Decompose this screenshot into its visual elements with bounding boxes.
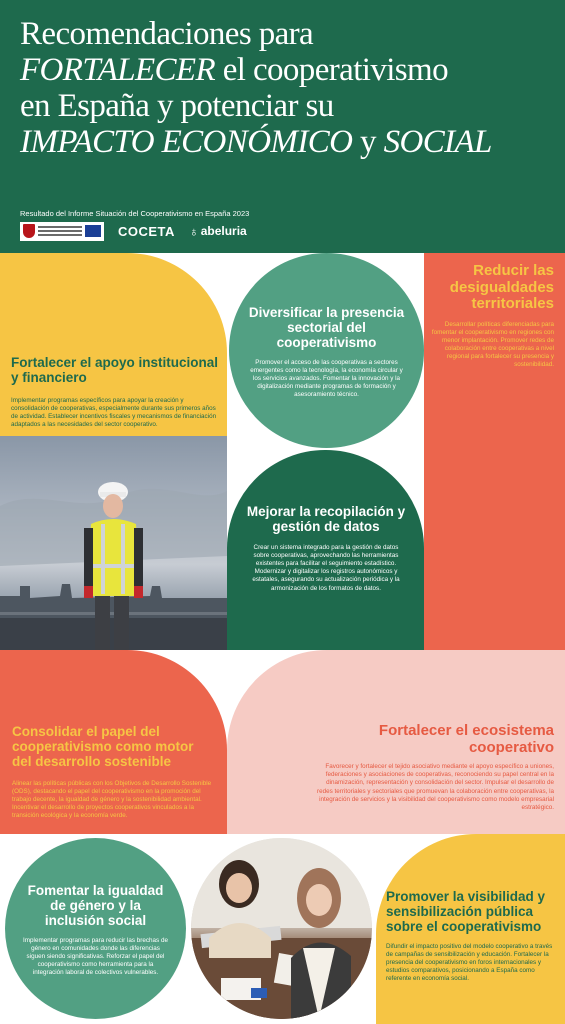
card-igualdad [22, 884, 169, 977]
card-visibilidad [386, 890, 554, 983]
card-apoyo-title: Fortalecer el apoyo institucional y financiero [11, 355, 219, 385]
card-sostenible [12, 725, 212, 820]
title-line-4 [20, 124, 550, 160]
women-illustration [191, 838, 372, 1019]
bee-icon: ♁ [188, 223, 199, 239]
card-diversificar-title: Diversificar la presencia sectorial del cooperativismo [248, 305, 405, 350]
card-desigualdades [430, 263, 554, 370]
card-visibilidad-title: Promover la visibilidad y sensibilización pública sobre el cooperativismo [386, 889, 546, 934]
card-ecosistema [310, 723, 554, 812]
card-ecosistema-body: Favorecer y fortalecer el tejido asociativo mediante el apoyo específico a uniones, federaciones y asociaciones de cooperativas, reconociendo su papel central en la dinamización, representación y consolidación del sector. Impulsar el desarrollo de redes territoriales y sectoriales que promuevan la colaboración entre cooperativas, la integración de servicios y la visibilidad del cooperativismo como modelo empresarial estratégico. [317, 763, 554, 811]
title-line-2 [20, 52, 550, 88]
subtitle: Resultado del Informe Situación del Cooperativismo en España 2023 [20, 209, 250, 218]
title-line-1: Recomendaciones para [20, 16, 314, 52]
card-datos [245, 505, 407, 593]
card-apoyo-body: Implementar programas específicos para apoyar la creación y consolidación de cooperativas, especialmente durante sus primeros años de actividad. Establecer incentivos fiscales y mecanismos de financiación adaptados a las necesidades del sector cooperativo. [11, 396, 217, 429]
header [0, 0, 565, 253]
card-datos-title: Mejorar la recopilación y gestión de datos [246, 504, 406, 534]
ministry-text-mark [38, 226, 82, 236]
government-logo [20, 222, 104, 241]
abeluria-logo [189, 224, 247, 239]
card-ecosistema-title: Fortalecer el ecosistema cooperativo [378, 722, 554, 756]
card-desigualdades-body: Desarrollar políticas diferenciadas para fomentar el cooperativismo en regiones con menor implantación. Promover redes de colaboración entre cooperativas a nivel regional para fortalecer su presencia y sostenibilidad. [431, 320, 554, 369]
card-datos-body: Crear un sistema integrado para la gestión de datos sobre cooperativas, aprovechando las herramientas existentes para facilitar el seguimiento estadístico. Modernizar y digitalizar los registros autonómicos y estatales, asegurando su actualización periódica y la armonización de los formatos de datos. [252, 543, 400, 592]
main-title [20, 16, 550, 160]
card-igualdad-body: Implementar programas para reducir las brechas de género en comunidades donde las diferencias siguen siendo significativas. Reforzar el papel del cooperativismo como herramienta para la integración laboral de colectivos vulnerables. [23, 936, 168, 977]
title-emphasis-fortalecer: FORTALECER [20, 52, 216, 88]
women-working-photo [191, 838, 372, 1019]
card-sostenible-title: Consolidar el papel del cooperativismo como motor del desarrollo sostenible [12, 724, 194, 769]
card-visibilidad-body: Difundir el impacto positivo del modelo cooperativo a través de campañas de sensibilización y educación. Fortalecer la presencia del cooperativismo en foros internacionales y estudios comparativos, posicionando a España como referente en economía social. [386, 942, 553, 983]
card-diversificar-body: Promover el acceso de las cooperativas a sectores emergentes como la tecnología, la economía circular y los servicios avanzados. Fomentar la innovación y la digitalización mediante programas de formación y asesoramiento técnico. [250, 358, 403, 399]
card-desigualdades-title: Reducir las desigualdades territoriales [449, 262, 554, 312]
card-sostenible-body: Alinear las políticas públicas con los Objetivos de Desarrollo Sostenible (ODS), destacando el papel del cooperativismo en la promoción del trabajo decente, la igualdad de género y la sostenibilidad ambiental. Incentivar el desarrollo de proyectos cooperativos vinculados a la transición ecológica y la economía verde. [12, 779, 212, 820]
worker-illustration [0, 436, 227, 650]
title-line-3: en España y potenciar su [20, 88, 334, 124]
abeluria-wordmark: abeluria [200, 224, 247, 238]
title-connector: y [352, 124, 384, 160]
worker-photo [0, 436, 227, 650]
title-line-2-rest: el cooperativismo [215, 52, 449, 88]
coat-of-arms-icon [23, 224, 35, 238]
logo-row [20, 220, 247, 242]
coceta-logo: COCETA [118, 223, 175, 239]
card-diversificar [248, 306, 405, 399]
eu-flag-icon [85, 225, 101, 237]
title-emphasis-social: SOCIAL [383, 124, 492, 160]
card-apoyo [11, 356, 219, 429]
title-emphasis-impacto: IMPACTO ECONÓMICO [20, 124, 353, 160]
card-igualdad-title: Fomentar la igualdad de género y la inclusión social [27, 883, 164, 928]
